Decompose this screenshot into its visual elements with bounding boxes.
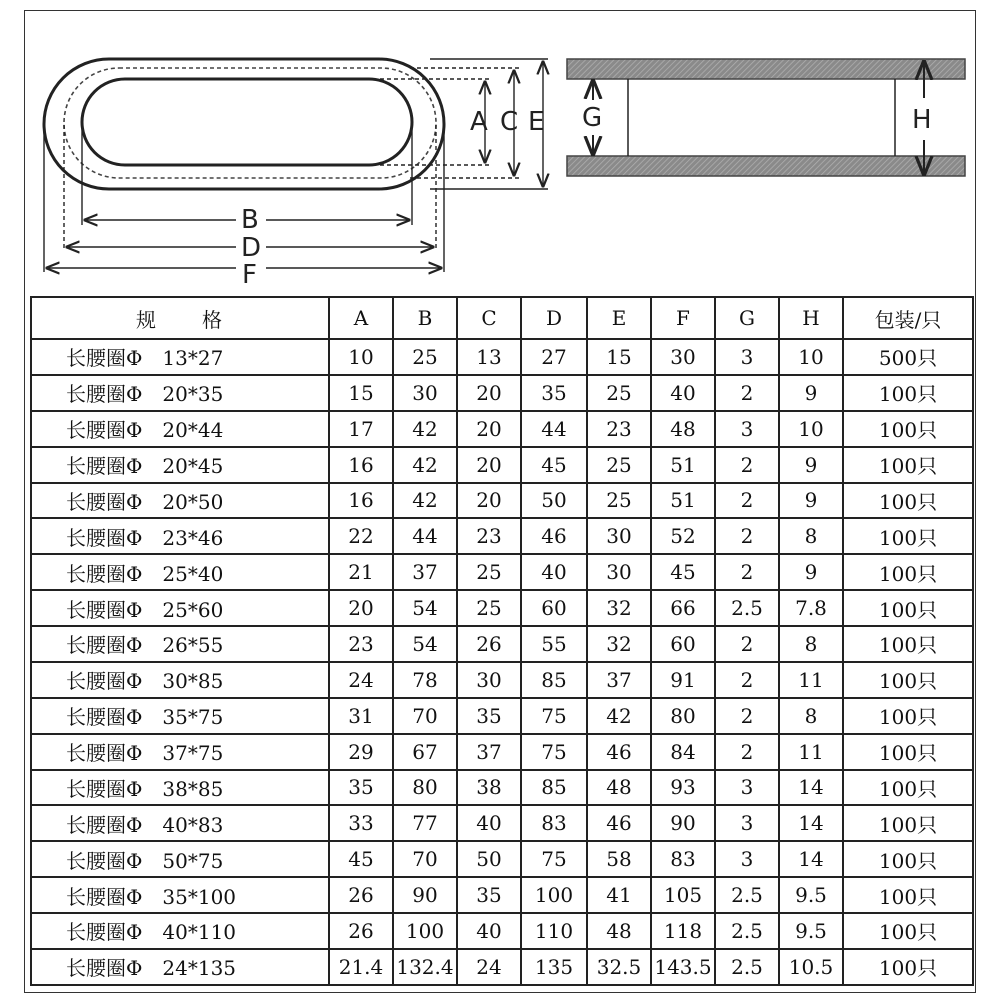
table-cell: 100只	[843, 447, 973, 483]
table-cell: 2.5	[715, 877, 779, 913]
table-cell: 3	[715, 339, 779, 375]
header-col-9: 包装/只	[843, 297, 973, 339]
table-cell: 118	[651, 913, 715, 949]
table-cell: 30	[587, 554, 651, 590]
table-cell: 40	[521, 554, 587, 590]
table-cell: 100只	[843, 770, 973, 806]
table-cell: 15	[329, 375, 393, 411]
table-cell: 90	[393, 877, 457, 913]
table-row	[31, 483, 973, 519]
table-row	[31, 913, 973, 949]
table-cell: 51	[651, 483, 715, 519]
table-row	[31, 734, 973, 770]
table-cell: 50	[457, 841, 521, 877]
table-cell: 500只	[843, 339, 973, 375]
table-cell: 54	[393, 626, 457, 662]
table-row	[31, 375, 973, 411]
table-cell: 23	[329, 626, 393, 662]
label-A: A	[470, 107, 488, 137]
table-cell: 80	[393, 770, 457, 806]
table-cell: 11	[779, 662, 843, 698]
table-cell: 3	[715, 411, 779, 447]
table-cell: 2	[715, 447, 779, 483]
table-cell: 100只	[843, 626, 973, 662]
table-cell: 14	[779, 805, 843, 841]
table-cell: 42	[587, 698, 651, 734]
table-cell: 8	[779, 698, 843, 734]
table-cell: 35	[329, 770, 393, 806]
table-cell: 24	[457, 949, 521, 985]
table-cell: 9.5	[779, 877, 843, 913]
header-col-7: G	[715, 297, 779, 339]
table-cell: 9	[779, 554, 843, 590]
table-cell: 10.5	[779, 949, 843, 985]
table-cell: 100只	[843, 698, 973, 734]
cell-spec-name: 长腰圈Φ 23*46	[31, 518, 329, 554]
table-row	[31, 949, 973, 985]
header-col-3: C	[457, 297, 521, 339]
table-header-row	[31, 297, 973, 339]
table-cell: 25	[457, 554, 521, 590]
table-cell: 26	[457, 626, 521, 662]
table-cell: 35	[457, 698, 521, 734]
table-cell: 3	[715, 841, 779, 877]
table-cell: 32	[587, 590, 651, 626]
table-cell: 83	[521, 805, 587, 841]
label-G: G	[582, 103, 603, 133]
table-cell: 66	[651, 590, 715, 626]
table-row	[31, 518, 973, 554]
table-cell: 75	[521, 698, 587, 734]
table-cell: 26	[329, 913, 393, 949]
label-E: E	[528, 107, 545, 137]
table-row	[31, 805, 973, 841]
table-row	[31, 698, 973, 734]
table-cell: 100只	[843, 411, 973, 447]
table-cell: 20	[457, 447, 521, 483]
table-cell: 46	[587, 734, 651, 770]
table-cell: 9	[779, 483, 843, 519]
table-cell: 2	[715, 483, 779, 519]
table-cell: 40	[651, 375, 715, 411]
table-cell: 8	[779, 626, 843, 662]
table-cell: 100只	[843, 877, 973, 913]
table-cell: 54	[393, 590, 457, 626]
table-row	[31, 841, 973, 877]
table-cell: 45	[651, 554, 715, 590]
table-cell: 48	[651, 411, 715, 447]
table-cell: 25	[587, 375, 651, 411]
table-row	[31, 877, 973, 913]
table-cell: 10	[779, 339, 843, 375]
table-cell: 2	[715, 518, 779, 554]
table-cell: 100只	[843, 805, 973, 841]
table-cell: 135	[521, 949, 587, 985]
table-cell: 15	[587, 339, 651, 375]
table-cell: 8	[779, 518, 843, 554]
table-cell: 44	[521, 411, 587, 447]
table-cell: 10	[779, 411, 843, 447]
table-cell: 14	[779, 841, 843, 877]
table-cell: 100	[393, 913, 457, 949]
table-cell: 93	[651, 770, 715, 806]
table-cell: 2	[715, 734, 779, 770]
header-col-6: F	[651, 297, 715, 339]
table-cell: 83	[651, 841, 715, 877]
vertical-dimensions	[380, 59, 548, 189]
table-cell: 110	[521, 913, 587, 949]
table-cell: 20	[457, 483, 521, 519]
table-cell: 105	[651, 877, 715, 913]
table-cell: 20	[329, 590, 393, 626]
spec-table	[30, 296, 974, 986]
cell-spec-name: 长腰圈Φ 25*40	[31, 554, 329, 590]
table-cell: 100	[521, 877, 587, 913]
table-cell: 77	[393, 805, 457, 841]
cell-spec-name: 长腰圈Φ 25*60	[31, 590, 329, 626]
table-cell: 16	[329, 483, 393, 519]
table-row	[31, 339, 973, 375]
table-cell: 23	[587, 411, 651, 447]
table-cell: 91	[651, 662, 715, 698]
table-cell: 11	[779, 734, 843, 770]
table-cell: 2.5	[715, 949, 779, 985]
table-cell: 100只	[843, 949, 973, 985]
table-cell: 31	[329, 698, 393, 734]
table-cell: 51	[651, 447, 715, 483]
label-F: F	[242, 260, 257, 290]
table-row	[31, 590, 973, 626]
table-cell: 3	[715, 805, 779, 841]
table-cell: 70	[393, 698, 457, 734]
table-cell: 100只	[843, 375, 973, 411]
table-cell: 100只	[843, 913, 973, 949]
table-cell: 23	[457, 518, 521, 554]
table-row	[31, 447, 973, 483]
cell-spec-name: 长腰圈Φ 20*50	[31, 483, 329, 519]
cell-spec-name: 长腰圈Φ 24*135	[31, 949, 329, 985]
table-cell: 9.5	[779, 913, 843, 949]
table-cell: 37	[457, 734, 521, 770]
cell-spec-name: 长腰圈Φ 50*75	[31, 841, 329, 877]
table-cell: 100只	[843, 734, 973, 770]
header-col-5: E	[587, 297, 651, 339]
table-cell: 20	[457, 375, 521, 411]
table-cell: 26	[329, 877, 393, 913]
table-cell: 46	[587, 805, 651, 841]
table-cell: 25	[587, 447, 651, 483]
table-cell: 48	[587, 913, 651, 949]
table-cell: 132.4	[393, 949, 457, 985]
table-body	[31, 339, 973, 985]
table-cell: 30	[457, 662, 521, 698]
table-cell: 3	[715, 770, 779, 806]
cell-spec-name: 长腰圈Φ 35*100	[31, 877, 329, 913]
header-col-1: A	[329, 297, 393, 339]
table-cell: 60	[651, 626, 715, 662]
table-cell: 32.5	[587, 949, 651, 985]
table-cell: 27	[521, 339, 587, 375]
header-col-8: H	[779, 297, 843, 339]
table-cell: 2.5	[715, 913, 779, 949]
table-cell: 50	[521, 483, 587, 519]
table-cell: 85	[521, 770, 587, 806]
table-cell: 7.8	[779, 590, 843, 626]
table-row	[31, 662, 973, 698]
table-cell: 9	[779, 447, 843, 483]
table-cell: 46	[521, 518, 587, 554]
table-cell: 38	[457, 770, 521, 806]
table-cell: 29	[329, 734, 393, 770]
cell-spec-name: 长腰圈Φ 35*75	[31, 698, 329, 734]
table-cell: 10	[329, 339, 393, 375]
table-cell: 90	[651, 805, 715, 841]
table-cell: 37	[587, 662, 651, 698]
table-cell: 32	[587, 626, 651, 662]
table-cell: 30	[587, 518, 651, 554]
table-cell: 24	[329, 662, 393, 698]
cell-spec-name: 长腰圈Φ 20*35	[31, 375, 329, 411]
table-cell: 84	[651, 734, 715, 770]
table-cell: 44	[393, 518, 457, 554]
table-cell: 35	[457, 877, 521, 913]
cell-spec-name: 长腰圈Φ 13*27	[31, 339, 329, 375]
label-D: D	[241, 233, 262, 263]
table-cell: 100只	[843, 518, 973, 554]
table-cell: 22	[329, 518, 393, 554]
table-cell: 100只	[843, 662, 973, 698]
table-cell: 20	[457, 411, 521, 447]
ring-side-section	[567, 59, 965, 176]
table-cell: 25	[587, 483, 651, 519]
table-cell: 35	[521, 375, 587, 411]
table-row	[31, 626, 973, 662]
table-cell: 80	[651, 698, 715, 734]
table-cell: 45	[329, 841, 393, 877]
label-C: C	[500, 107, 519, 137]
table-cell: 60	[521, 590, 587, 626]
table-cell: 2	[715, 375, 779, 411]
table-cell: 40	[457, 913, 521, 949]
table-cell: 48	[587, 770, 651, 806]
table-cell: 42	[393, 447, 457, 483]
table-cell: 40	[457, 805, 521, 841]
table-cell: 45	[521, 447, 587, 483]
table-cell: 41	[587, 877, 651, 913]
header-col-4: D	[521, 297, 587, 339]
table-cell: 52	[651, 518, 715, 554]
cell-spec-name: 长腰圈Φ 40*110	[31, 913, 329, 949]
table-cell: 70	[393, 841, 457, 877]
table-cell: 100只	[843, 590, 973, 626]
dimension-diagram	[0, 0, 1000, 296]
table-cell: 25	[457, 590, 521, 626]
table-cell: 21	[329, 554, 393, 590]
table-cell: 37	[393, 554, 457, 590]
cell-spec-name: 长腰圈Φ 30*85	[31, 662, 329, 698]
table-cell: 58	[587, 841, 651, 877]
table-cell: 42	[393, 483, 457, 519]
cell-spec-name: 长腰圈Φ 26*55	[31, 626, 329, 662]
table-row	[31, 770, 973, 806]
table-cell: 30	[651, 339, 715, 375]
table-cell: 9	[779, 375, 843, 411]
table-cell: 42	[393, 411, 457, 447]
table-cell: 75	[521, 734, 587, 770]
cell-spec-name: 长腰圈Φ 40*83	[31, 805, 329, 841]
table-cell: 2	[715, 698, 779, 734]
table-cell: 143.5	[651, 949, 715, 985]
table-cell: 2	[715, 662, 779, 698]
label-B: B	[241, 205, 259, 235]
table-cell: 16	[329, 447, 393, 483]
table-cell: 2	[715, 626, 779, 662]
table-cell: 2.5	[715, 590, 779, 626]
label-H: H	[912, 105, 932, 135]
table-cell: 100只	[843, 841, 973, 877]
cell-spec-name: 长腰圈Φ 20*44	[31, 411, 329, 447]
table-cell: 13	[457, 339, 521, 375]
cell-spec-name: 长腰圈Φ 38*85	[31, 770, 329, 806]
table-cell: 14	[779, 770, 843, 806]
table-cell: 17	[329, 411, 393, 447]
table-cell: 85	[521, 662, 587, 698]
table-cell: 75	[521, 841, 587, 877]
header-spec: 规 格	[31, 297, 329, 339]
table-cell: 30	[393, 375, 457, 411]
table-cell: 2	[715, 554, 779, 590]
table-cell: 25	[393, 339, 457, 375]
table-cell: 67	[393, 734, 457, 770]
cell-spec-name: 长腰圈Φ 20*45	[31, 447, 329, 483]
table-row	[31, 554, 973, 590]
header-col-2: B	[393, 297, 457, 339]
table-cell: 100只	[843, 554, 973, 590]
table-cell: 33	[329, 805, 393, 841]
table-cell: 55	[521, 626, 587, 662]
table-cell: 100只	[843, 483, 973, 519]
table-cell: 78	[393, 662, 457, 698]
table-row	[31, 411, 973, 447]
table-cell: 21.4	[329, 949, 393, 985]
cell-spec-name: 长腰圈Φ 37*75	[31, 734, 329, 770]
